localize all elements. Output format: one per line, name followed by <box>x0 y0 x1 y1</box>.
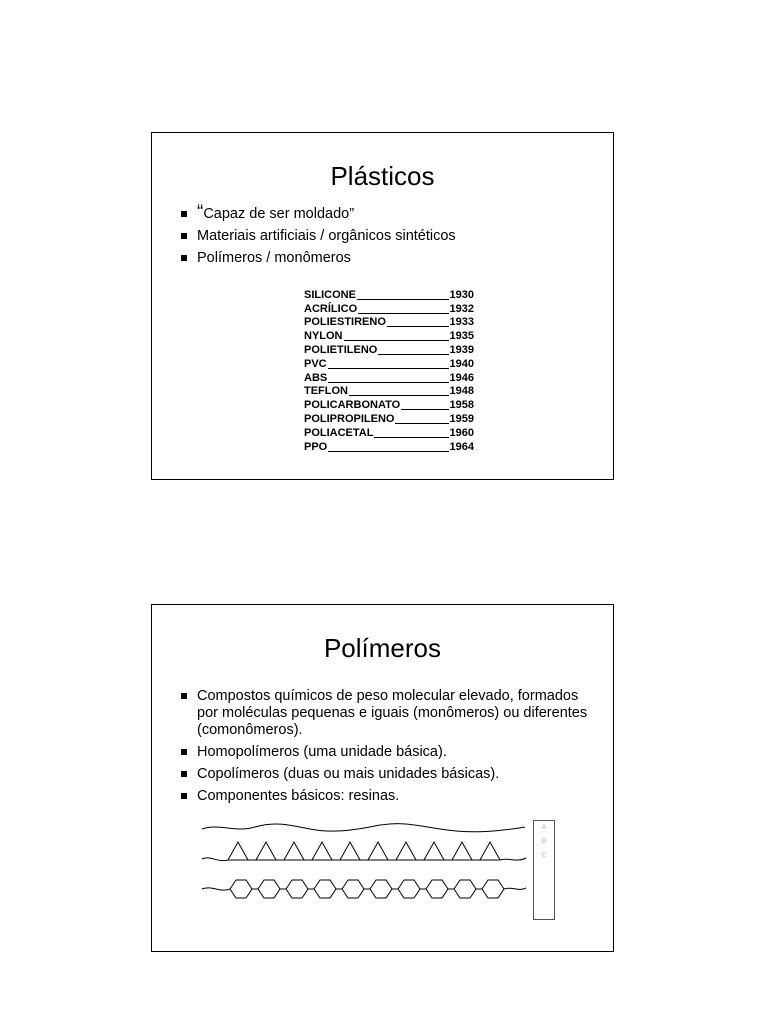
leader-line <box>387 326 449 327</box>
bullet-text: Compostos químicos de peso molecular elevado, formados por moléculas pequenas e iguais (monômeros) ou diferentes (comonômeros). <box>197 688 588 738</box>
open-quote: “ <box>197 202 204 223</box>
leader-line <box>349 395 449 396</box>
plastic-name: PPO <box>304 440 328 453</box>
plastic-row <box>304 398 474 412</box>
plastic-row <box>304 288 474 302</box>
plastic-year: 1964 <box>449 440 474 453</box>
bullet-item <box>180 250 593 267</box>
square-bullet-icon <box>181 771 187 777</box>
slide-title: Polímeros <box>323 633 442 663</box>
plastic-name: POLIACETAL <box>304 426 374 439</box>
plastic-year: 1946 <box>449 371 474 384</box>
hexagon-chain <box>202 880 526 898</box>
triangle-chain <box>202 842 526 861</box>
bullet-item <box>180 744 593 761</box>
bullet-item <box>180 788 593 805</box>
bullet-list <box>180 688 593 810</box>
bullet-item <box>180 766 593 783</box>
square-bullet-icon <box>181 233 187 239</box>
square-bullet-icon <box>181 211 187 217</box>
plastic-row <box>304 385 474 399</box>
plastic-name: TEFLON <box>304 385 348 398</box>
plastic-year: 1935 <box>449 330 474 343</box>
leader-line <box>395 423 448 424</box>
legend-box <box>533 820 555 920</box>
bullet-list <box>180 202 593 272</box>
bullet-text: Capaz de ser moldado” <box>203 206 355 222</box>
legend-label: B <box>541 838 547 845</box>
plastic-name: PVC <box>304 357 327 370</box>
plastic-name: SILICONE <box>304 288 356 301</box>
leader-line <box>344 340 449 341</box>
plastic-name: POLIPROPILENO <box>304 412 395 425</box>
leader-line <box>328 382 448 383</box>
bullet-text: Materiais artificiais / orgânicos sintéticos <box>197 228 456 244</box>
plastic-row <box>304 371 474 385</box>
plastics-timeline <box>304 288 474 454</box>
wavy-chain-line <box>202 824 525 832</box>
leader-line <box>328 451 448 452</box>
polymer-chain-diagram <box>200 817 530 917</box>
plastic-name: NYLON <box>304 330 343 343</box>
plastic-year: 1958 <box>449 399 474 412</box>
plastic-row <box>304 302 474 316</box>
slide-title: Plásticos <box>330 161 435 191</box>
plastic-year: 1933 <box>449 316 474 329</box>
plastic-year: 1959 <box>449 412 474 425</box>
legend-label: C <box>541 852 547 859</box>
plastic-row <box>304 412 474 426</box>
bullet-item <box>180 228 593 245</box>
slide-polimeros <box>151 604 614 952</box>
plastic-name: POLICARBONATO <box>304 399 401 412</box>
square-bullet-icon <box>181 693 187 699</box>
plastic-year: 1960 <box>449 426 474 439</box>
bullet-text: Polímeros / monômeros <box>197 250 351 266</box>
plastic-name: ACRÍLICO <box>304 302 358 315</box>
square-bullet-icon <box>181 793 187 799</box>
plastic-row <box>304 440 474 454</box>
plastic-row <box>304 316 474 330</box>
legend-label: A <box>541 824 547 831</box>
bullet-text: Copolímeros (duas ou mais unidades básicas). <box>197 766 500 782</box>
plastic-row <box>304 357 474 371</box>
plastic-year: 1930 <box>449 288 474 301</box>
plastic-row <box>304 343 474 357</box>
plastic-year: 1948 <box>449 385 474 398</box>
leader-line <box>401 409 448 410</box>
slide-plasticos <box>151 132 614 480</box>
plastic-name: ABS <box>304 371 328 384</box>
leader-line <box>357 299 449 300</box>
leader-line <box>358 313 448 314</box>
bullet-text: Componentes básicos: resinas. <box>197 788 400 804</box>
square-bullet-icon <box>181 255 187 261</box>
plastic-year: 1939 <box>449 343 474 356</box>
bullet-item <box>180 202 593 223</box>
bullet-text: Homopolímeros (uma unidade básica). <box>197 744 447 760</box>
square-bullet-icon <box>181 749 187 755</box>
plastic-year: 1932 <box>449 302 474 315</box>
plastic-name: POLIESTIRENO <box>304 316 386 329</box>
plastic-row <box>304 329 474 343</box>
plastic-row <box>304 426 474 440</box>
bullet-item <box>180 688 593 739</box>
leader-line <box>374 437 448 438</box>
leader-line <box>378 354 448 355</box>
plastic-year: 1940 <box>449 357 474 370</box>
plastic-name: POLIETILENO <box>304 343 378 356</box>
leader-line <box>328 368 449 369</box>
